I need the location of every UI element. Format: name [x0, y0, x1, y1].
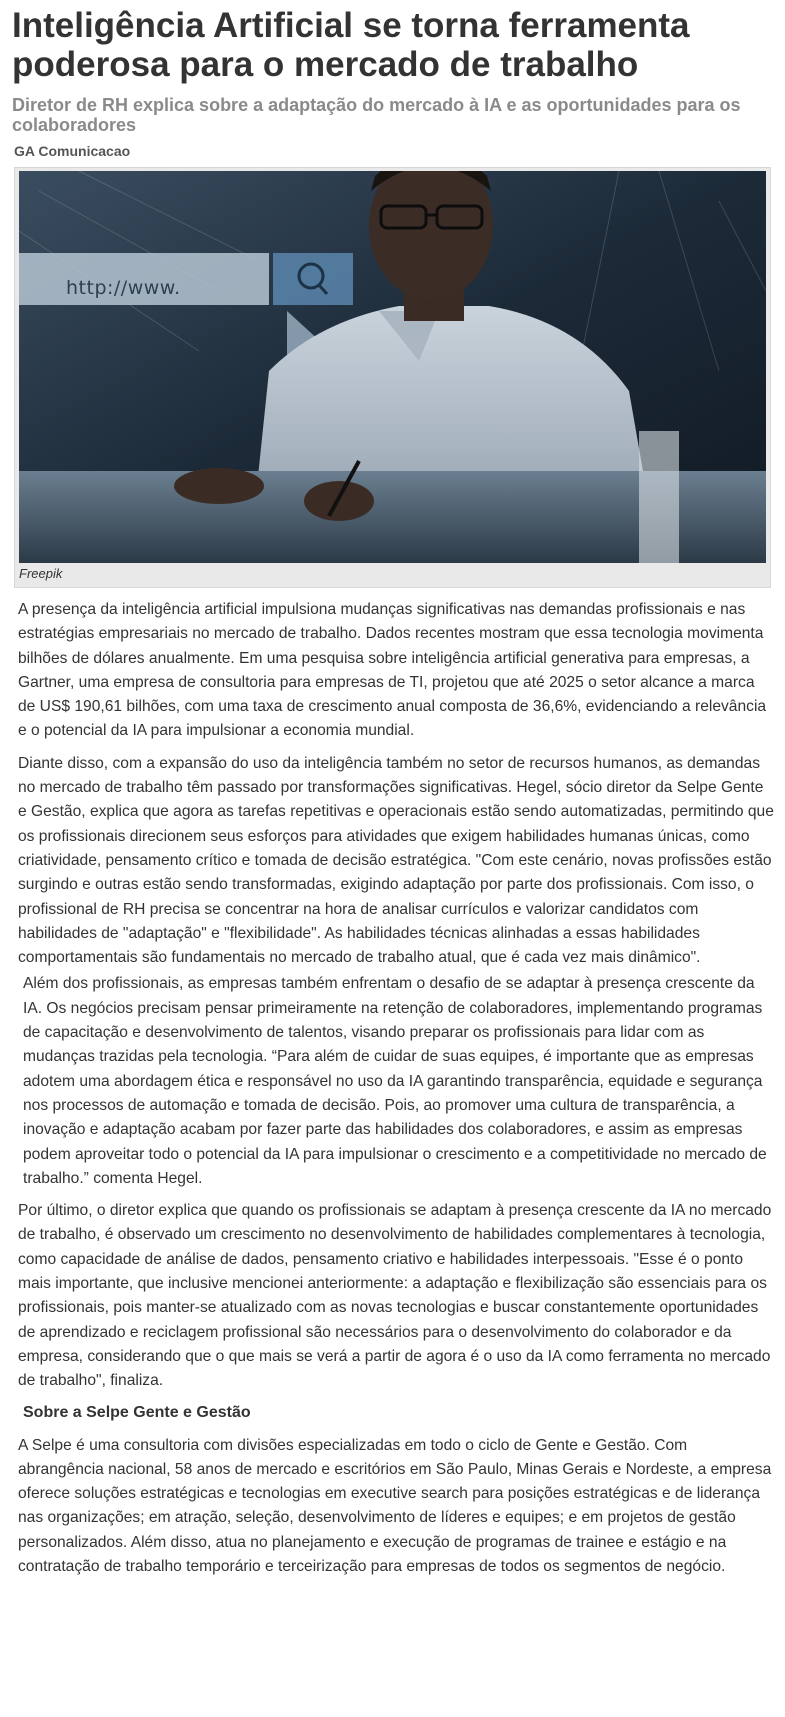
- article-title: Inteligência Artificial se torna ferramenta poderosa para o mercado de trabalho: [12, 6, 690, 84]
- article-body: [18, 598, 776, 1587]
- paragraph-1: A presença da inteligência artificial impulsiona mudanças significativas nas demandas profissionais e nas estratégias empresariais no mercado de trabalho. Dados recentes mostram que essa tecnologia movimenta bilhões de dólares anualmente. Em uma pesquisa sobre inteligência artificial generativa para empresas, a Gartner, uma empresa de consultoria para empresas de TI, projetou que até 2025 o setor alcance a marca de US$ 190,61 bilhões, com uma taxa de crescimento anual composta de 36,6%, evidenciando a relevância e o potencial da IA para impulsionar a economia mundial.: [18, 601, 767, 740]
- about-heading: Sobre a Selpe Gente e Gestão: [23, 1403, 251, 1421]
- paragraph-3: Além dos profissionais, as empresas também enfrentam o desafio de se adaptar à presença crescente da IA. Os negócios precisam pensar primeiramente na retenção de colaboradores, implementando programas de capacitação e desenvolvimento de talentos, visando preparar os profissionais para lidar com as mudanças trazidas pela tecnologia. “Para além de cuidar de suas equipes, é importante que as empresas adotem uma abordagem ética e responsável no uso da IA garantindo transparência, equidade e segurança nos processos de automação e tomada de decisão. Pois, ao promover uma cultura de transparência, a inovação e adaptação acabam por fazer parte das habilidades dos colaboradores, e assim as empresas podem aproveitar todo o potencial da IA para impulsionar o crescimento e a competitividade no mercado de trabalho.” comenta Hegel.: [23, 975, 767, 1187]
- paragraph-2: Diante disso, com a expansão do uso da inteligência também no setor de recursos humanos, as demandas no mercado de trabalho têm passado por transformações significativas. Hegel, sócio diretor da Selpe Gente e Gestão, explica que agora as tarefas repetitivas e operacionais estão sendo automatizadas, permitindo que os profissionais direcionem seus esforços para atividades que exigem habilidades humanas únicas, como criatividade, pensamento crítico e tomada de decisão estratégica. "Com este cenário, novas profissões estão surgindo e outras estão sendo transformadas, exigindo adaptação por parte dos profissionais. Com isso, o profissional de RH precisa se concentrar na hora de analisar currículos e valorizar candidatos com habilidades de "adaptação" e "flexibilidade". As habilidades técnicas alinhadas a essas habilidades comportamentais são fundamentais no mercado de trabalho atual, que é cada vez mais dinâmico".: [18, 754, 774, 967]
- about-paragraph: A Selpe é uma consultoria com divisões especializadas em todo o ciclo de Gente e Gestão. Com abrangência nacional, 58 anos de mercado e escritórios em São Paulo, Minas Gerais e Nordeste, a empresa oferece soluções estratégicas e tecnologias em executive search para posições estratégicas e de liderança nas organizações; em atração, seleção, desenvolvimento de líderes e equipes; e em projetos de gestão personalizados. Além disso, atua no planejamento e execução de programas de trainee e estágio e na contratação de trabalho temporário e terceirização para empresas de todos os segmentos de negócio.: [18, 1436, 772, 1575]
- image-caption: Freepik: [19, 566, 63, 581]
- article-photo: [19, 171, 766, 563]
- paragraph-4: Por último, o diretor explica que quando os profissionais se adaptam à presença crescente da IA no mercado de trabalho, é observado um crescimento no desenvolvimento de habilidades complementares à tecnologia, como capacidade de análise de dados, pensamento criativo e habilidades interpessoais. "Esse é o ponto mais importante, que inclusive mencionei anteriormente: a adaptação e flexibilização são essenciais para os profissionais, pois manter-se atualizado com as novas tecnologias e buscar constantemente oportunidades de aprendizado e reciclagem profissional são necessários para o desenvolvimento do colaborador e da empresa, considerando que o que mais se verá a partir de agora é o uso da IA como ferramenta no mercado de trabalho", finaliza.: [18, 1202, 772, 1390]
- photo-url-text: http://www.: [66, 277, 181, 299]
- article-subtitle: Diretor de RH explica sobre a adaptação do mercado à IA e as oportunidades para os colaboradores: [12, 95, 741, 135]
- article-figure: [14, 167, 771, 588]
- author-byline[interactable]: GA Comunicacao: [14, 143, 131, 159]
- photo-illustration: [19, 171, 766, 563]
